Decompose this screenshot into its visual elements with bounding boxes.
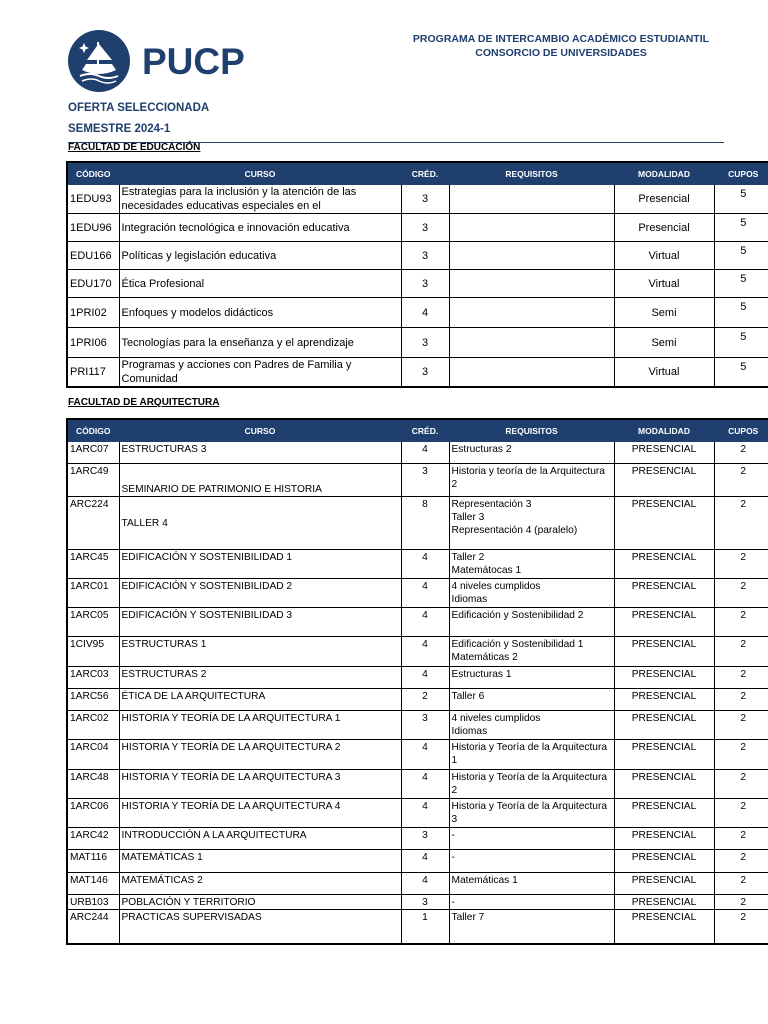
course-code-cell: 1ARC01 bbox=[67, 579, 119, 608]
quota-cell: 2 bbox=[714, 497, 768, 550]
col-curso: CURSO bbox=[119, 419, 401, 442]
credits-cell: 3 bbox=[401, 358, 449, 388]
course-name-cell: INTRODUCCIÓN A LA ARQUITECTURA bbox=[119, 828, 401, 850]
course-code-cell: 1ARC04 bbox=[67, 740, 119, 770]
modality-cell: PRESENCIAL bbox=[614, 442, 714, 464]
course-code-cell: 1ARC45 bbox=[67, 550, 119, 579]
course-name-cell: POBLACIÓN Y TERRITORIO bbox=[119, 895, 401, 910]
faculty-education-title: FACULTAD DE EDUCACIÓN bbox=[68, 142, 201, 153]
course-name-cell: Políticas y legislación educativa bbox=[119, 242, 401, 270]
col-cred: CRÉD. bbox=[401, 419, 449, 442]
quota-cell: 2 bbox=[714, 667, 768, 689]
quota-cell: 2 bbox=[714, 442, 768, 464]
course-name-cell: MATEMÁTICAS 2 bbox=[119, 873, 401, 895]
course-name-cell: HISTORIA Y TEORÍA DE LA ARQUITECTURA 3 bbox=[119, 770, 401, 799]
course-code-cell: MAT146 bbox=[67, 873, 119, 895]
credits-cell: 4 bbox=[401, 850, 449, 873]
course-name-cell: HISTORIA Y TEORÍA DE LA ARQUITECTURA 2 bbox=[119, 740, 401, 770]
table-row bbox=[67, 579, 768, 608]
course-code-cell: PRI117 bbox=[67, 358, 119, 388]
course-code-cell: 1ARC48 bbox=[67, 770, 119, 799]
modality-cell: PRESENCIAL bbox=[614, 873, 714, 895]
table-row bbox=[67, 214, 768, 242]
modality-cell: PRESENCIAL bbox=[614, 770, 714, 799]
quota-cell: 2 bbox=[714, 850, 768, 873]
course-name-cell: Estrategias para la inclusión y la atención de las necesidades educativas especiales en el bbox=[119, 185, 401, 214]
quota-cell: 2 bbox=[714, 637, 768, 667]
credits-cell: 3 bbox=[401, 828, 449, 850]
modality-cell: Semi bbox=[614, 298, 714, 328]
course-code-cell: 1ARC42 bbox=[67, 828, 119, 850]
requirements-cell: - bbox=[449, 850, 614, 873]
quota-cell: 5 bbox=[714, 270, 768, 298]
faculty-architecture-title: FACULTAD DE ARQUITECTURA bbox=[68, 397, 220, 408]
modality-cell: PRESENCIAL bbox=[614, 910, 714, 944]
course-name-cell: Integración tecnológica e innovación educativa bbox=[119, 214, 401, 242]
quota-cell: 5 bbox=[714, 298, 768, 328]
credits-cell: 1 bbox=[401, 910, 449, 944]
modality-cell: PRESENCIAL bbox=[614, 464, 714, 497]
table-row bbox=[67, 799, 768, 828]
credits-cell: 4 bbox=[401, 637, 449, 667]
credits-cell: 2 bbox=[401, 689, 449, 711]
course-code-cell: 1ARC49 bbox=[67, 464, 119, 497]
credits-cell: 4 bbox=[401, 770, 449, 799]
col-requisitos: REQUISITOS bbox=[449, 419, 614, 442]
credits-cell: 8 bbox=[401, 497, 449, 550]
col-codigo: CÓDIGO bbox=[67, 419, 119, 442]
table-row bbox=[67, 442, 768, 464]
credits-cell: 4 bbox=[401, 667, 449, 689]
requirements-cell bbox=[449, 358, 614, 388]
modality-cell: PRESENCIAL bbox=[614, 895, 714, 910]
table-row bbox=[67, 270, 768, 298]
table-row bbox=[67, 850, 768, 873]
course-name-cell: ESTRUCTURAS 2 bbox=[119, 667, 401, 689]
consortium-title: CONSORCIO DE UNIVERSIDADES bbox=[475, 47, 647, 59]
col-modalidad: MODALIDAD bbox=[614, 419, 714, 442]
quota-cell: 2 bbox=[714, 895, 768, 910]
course-code-cell: 1ARC06 bbox=[67, 799, 119, 828]
quota-cell: 2 bbox=[714, 711, 768, 740]
course-code-cell: 1ARC07 bbox=[67, 442, 119, 464]
table-row bbox=[67, 608, 768, 637]
logo-text: PUCP bbox=[142, 41, 245, 82]
col-cupos: CUPOS bbox=[714, 162, 768, 185]
course-code-cell: ARC224 bbox=[67, 497, 119, 550]
course-code-cell: EDU166 bbox=[67, 242, 119, 270]
quota-cell: 5 bbox=[714, 242, 768, 270]
architecture-courses-table bbox=[66, 418, 768, 945]
course-code-cell: 1ARC02 bbox=[67, 711, 119, 740]
table-row bbox=[67, 828, 768, 850]
course-name-cell: Tecnologías para la enseñanza y el aprendizaje bbox=[119, 328, 401, 358]
credits-cell: 3 bbox=[401, 464, 449, 497]
table-row bbox=[67, 689, 768, 711]
credits-cell: 3 bbox=[401, 242, 449, 270]
credits-cell: 3 bbox=[401, 270, 449, 298]
credits-cell: 3 bbox=[401, 185, 449, 214]
course-name-cell: MATEMÁTICAS 1 bbox=[119, 850, 401, 873]
requirements-cell: Estructuras 2 bbox=[449, 442, 614, 464]
pucp-logo bbox=[68, 30, 268, 94]
quota-cell: 2 bbox=[714, 689, 768, 711]
offer-title: OFERTA SELECCIONADA bbox=[68, 102, 210, 114]
requirements-cell: 4 niveles cumplidos Idiomas bbox=[449, 579, 614, 608]
course-code-cell: 1PRI06 bbox=[67, 328, 119, 358]
modality-cell: Presencial bbox=[614, 185, 714, 214]
course-code-cell: 1EDU93 bbox=[67, 185, 119, 214]
requirements-cell: 4 niveles cumplidos Idiomas bbox=[449, 711, 614, 740]
requirements-cell bbox=[449, 214, 614, 242]
table-row bbox=[67, 740, 768, 770]
credits-cell: 4 bbox=[401, 799, 449, 828]
quota-cell: 5 bbox=[714, 185, 768, 214]
credits-cell: 4 bbox=[401, 442, 449, 464]
course-name-cell: ESTRUCTURAS 1 bbox=[119, 637, 401, 667]
quota-cell: 2 bbox=[714, 550, 768, 579]
course-name-cell: HISTORIA Y TEORÍA DE LA ARQUITECTURA 1 bbox=[119, 711, 401, 740]
requirements-cell: Taller 6 bbox=[449, 689, 614, 711]
credits-cell: 4 bbox=[401, 608, 449, 637]
course-name-cell: ESTRUCTURAS 3 bbox=[119, 442, 401, 464]
table-row bbox=[67, 298, 768, 328]
modality-cell: PRESENCIAL bbox=[614, 608, 714, 637]
course-name-cell: EDIFICACIÓN Y SOSTENIBILIDAD 2 bbox=[119, 579, 401, 608]
course-code-cell: 1ARC56 bbox=[67, 689, 119, 711]
education-courses-table bbox=[66, 161, 768, 388]
requirements-cell bbox=[449, 270, 614, 298]
course-code-cell: ARC244 bbox=[67, 910, 119, 944]
quota-cell: 5 bbox=[714, 328, 768, 358]
table-row bbox=[67, 910, 768, 944]
table-row bbox=[67, 770, 768, 799]
credits-cell: 3 bbox=[401, 895, 449, 910]
course-code-cell: URB103 bbox=[67, 895, 119, 910]
credits-cell: 3 bbox=[401, 711, 449, 740]
quota-cell: 2 bbox=[714, 910, 768, 944]
credits-cell: 4 bbox=[401, 550, 449, 579]
modality-cell: PRESENCIAL bbox=[614, 689, 714, 711]
credits-cell: 3 bbox=[401, 214, 449, 242]
requirements-cell: Matemáticas 1 bbox=[449, 873, 614, 895]
course-code-cell: 1ARC05 bbox=[67, 608, 119, 637]
modality-cell: Presencial bbox=[614, 214, 714, 242]
requirements-cell bbox=[449, 298, 614, 328]
modality-cell: PRESENCIAL bbox=[614, 550, 714, 579]
table-row bbox=[67, 185, 768, 214]
modality-cell: Virtual bbox=[614, 242, 714, 270]
course-name-cell: ÉTICA DE LA ARQUITECTURA bbox=[119, 689, 401, 711]
requirements-cell: Representación 3 Taller 3 Representación 4 (paralelo) bbox=[449, 497, 614, 550]
requirements-cell: Edificación y Sostenibilidad 2 bbox=[449, 608, 614, 637]
modality-cell: PRESENCIAL bbox=[614, 497, 714, 550]
course-code-cell: MAT116 bbox=[67, 850, 119, 873]
requirements-cell bbox=[449, 328, 614, 358]
credits-cell: 4 bbox=[401, 298, 449, 328]
requirements-cell bbox=[449, 242, 614, 270]
requirements-cell bbox=[449, 185, 614, 214]
table-row bbox=[67, 637, 768, 667]
col-modalidad: MODALIDAD bbox=[614, 162, 714, 185]
table-row bbox=[67, 328, 768, 358]
col-curso: CURSO bbox=[119, 162, 401, 185]
program-title: PROGRAMA DE INTERCAMBIO ACADÉMICO ESTUDIANTIL bbox=[412, 33, 710, 45]
quota-cell: 2 bbox=[714, 799, 768, 828]
requirements-cell: Historia y teoría de la Arquitectura 2 bbox=[449, 464, 614, 497]
modality-cell: Semi bbox=[614, 328, 714, 358]
table-row bbox=[67, 873, 768, 895]
modality-cell: PRESENCIAL bbox=[614, 828, 714, 850]
course-code-cell: 1PRI02 bbox=[67, 298, 119, 328]
course-code-cell: 1CIV95 bbox=[67, 637, 119, 667]
credits-cell: 4 bbox=[401, 873, 449, 895]
quota-cell: 5 bbox=[714, 358, 768, 388]
credits-cell: 4 bbox=[401, 740, 449, 770]
requirements-cell: Historia y Teoría de la Arquitectura 3 bbox=[449, 799, 614, 828]
modality-cell: PRESENCIAL bbox=[614, 579, 714, 608]
col-cupos: CUPOS bbox=[714, 419, 768, 442]
course-code-cell: 1ARC03 bbox=[67, 667, 119, 689]
course-code-cell: EDU170 bbox=[67, 270, 119, 298]
credits-cell: 3 bbox=[401, 328, 449, 358]
quota-cell: 2 bbox=[714, 464, 768, 497]
requirements-cell: Taller 2 Matemátocas 1 bbox=[449, 550, 614, 579]
table-header-row bbox=[67, 419, 768, 442]
credits-cell: 4 bbox=[401, 579, 449, 608]
course-code-cell: 1EDU96 bbox=[67, 214, 119, 242]
requirements-cell: Historia y Teoría de la Arquitectura 2 bbox=[449, 770, 614, 799]
modality-cell: PRESENCIAL bbox=[614, 637, 714, 667]
course-name-cell: Programas y acciones con Padres de Familia y Comunidad bbox=[119, 358, 401, 388]
requirements-cell: Estructuras 1 bbox=[449, 667, 614, 689]
table-header-row bbox=[67, 162, 768, 185]
quota-cell: 5 bbox=[714, 214, 768, 242]
quota-cell: 2 bbox=[714, 579, 768, 608]
course-name-cell: TALLER 4 bbox=[119, 497, 401, 550]
course-name-cell: EDIFICACIÓN Y SOSTENIBILIDAD 3 bbox=[119, 608, 401, 637]
table-row bbox=[67, 464, 768, 497]
course-name-cell: HISTORIA Y TEORÍA DE LA ARQUITECTURA 4 bbox=[119, 799, 401, 828]
modality-cell: Virtual bbox=[614, 270, 714, 298]
quota-cell: 2 bbox=[714, 608, 768, 637]
semester-label: SEMESTRE 2024-1 bbox=[68, 123, 171, 135]
course-name-cell: Ética Profesional bbox=[119, 270, 401, 298]
col-codigo: CÓDIGO bbox=[67, 162, 119, 185]
requirements-cell: - bbox=[449, 828, 614, 850]
col-cred: CRÉD. bbox=[401, 162, 449, 185]
modality-cell: Virtual bbox=[614, 358, 714, 388]
table-row bbox=[67, 242, 768, 270]
requirements-cell: Edificación y Sostenibilidad 1 Matemáticas 2 bbox=[449, 637, 614, 667]
quota-cell: 2 bbox=[714, 740, 768, 770]
modality-cell: PRESENCIAL bbox=[614, 799, 714, 828]
table-row bbox=[67, 895, 768, 910]
modality-cell: PRESENCIAL bbox=[614, 667, 714, 689]
table-row bbox=[67, 358, 768, 388]
course-name-cell: Enfoques y modelos didácticos bbox=[119, 298, 401, 328]
modality-cell: PRESENCIAL bbox=[614, 711, 714, 740]
table-row bbox=[67, 667, 768, 689]
requirements-cell: Historia y Teoría de la Arquitectura 1 bbox=[449, 740, 614, 770]
offer-header bbox=[68, 98, 724, 143]
requirements-cell: - bbox=[449, 895, 614, 910]
modality-cell: PRESENCIAL bbox=[614, 850, 714, 873]
table-row bbox=[67, 550, 768, 579]
col-requisitos: REQUISITOS bbox=[449, 162, 614, 185]
program-header bbox=[396, 32, 726, 60]
modality-cell: PRESENCIAL bbox=[614, 740, 714, 770]
course-name-cell: EDIFICACIÓN Y SOSTENIBILIDAD 1 bbox=[119, 550, 401, 579]
requirements-cell: Taller 7 bbox=[449, 910, 614, 944]
table-row bbox=[67, 497, 768, 550]
quota-cell: 2 bbox=[714, 828, 768, 850]
course-name-cell: PRACTICAS SUPERVISADAS bbox=[119, 910, 401, 944]
table-row bbox=[67, 711, 768, 740]
quota-cell: 2 bbox=[714, 770, 768, 799]
course-name-cell: SEMINARIO DE PATRIMONIO E HISTORIA bbox=[119, 464, 401, 497]
quota-cell: 2 bbox=[714, 873, 768, 895]
